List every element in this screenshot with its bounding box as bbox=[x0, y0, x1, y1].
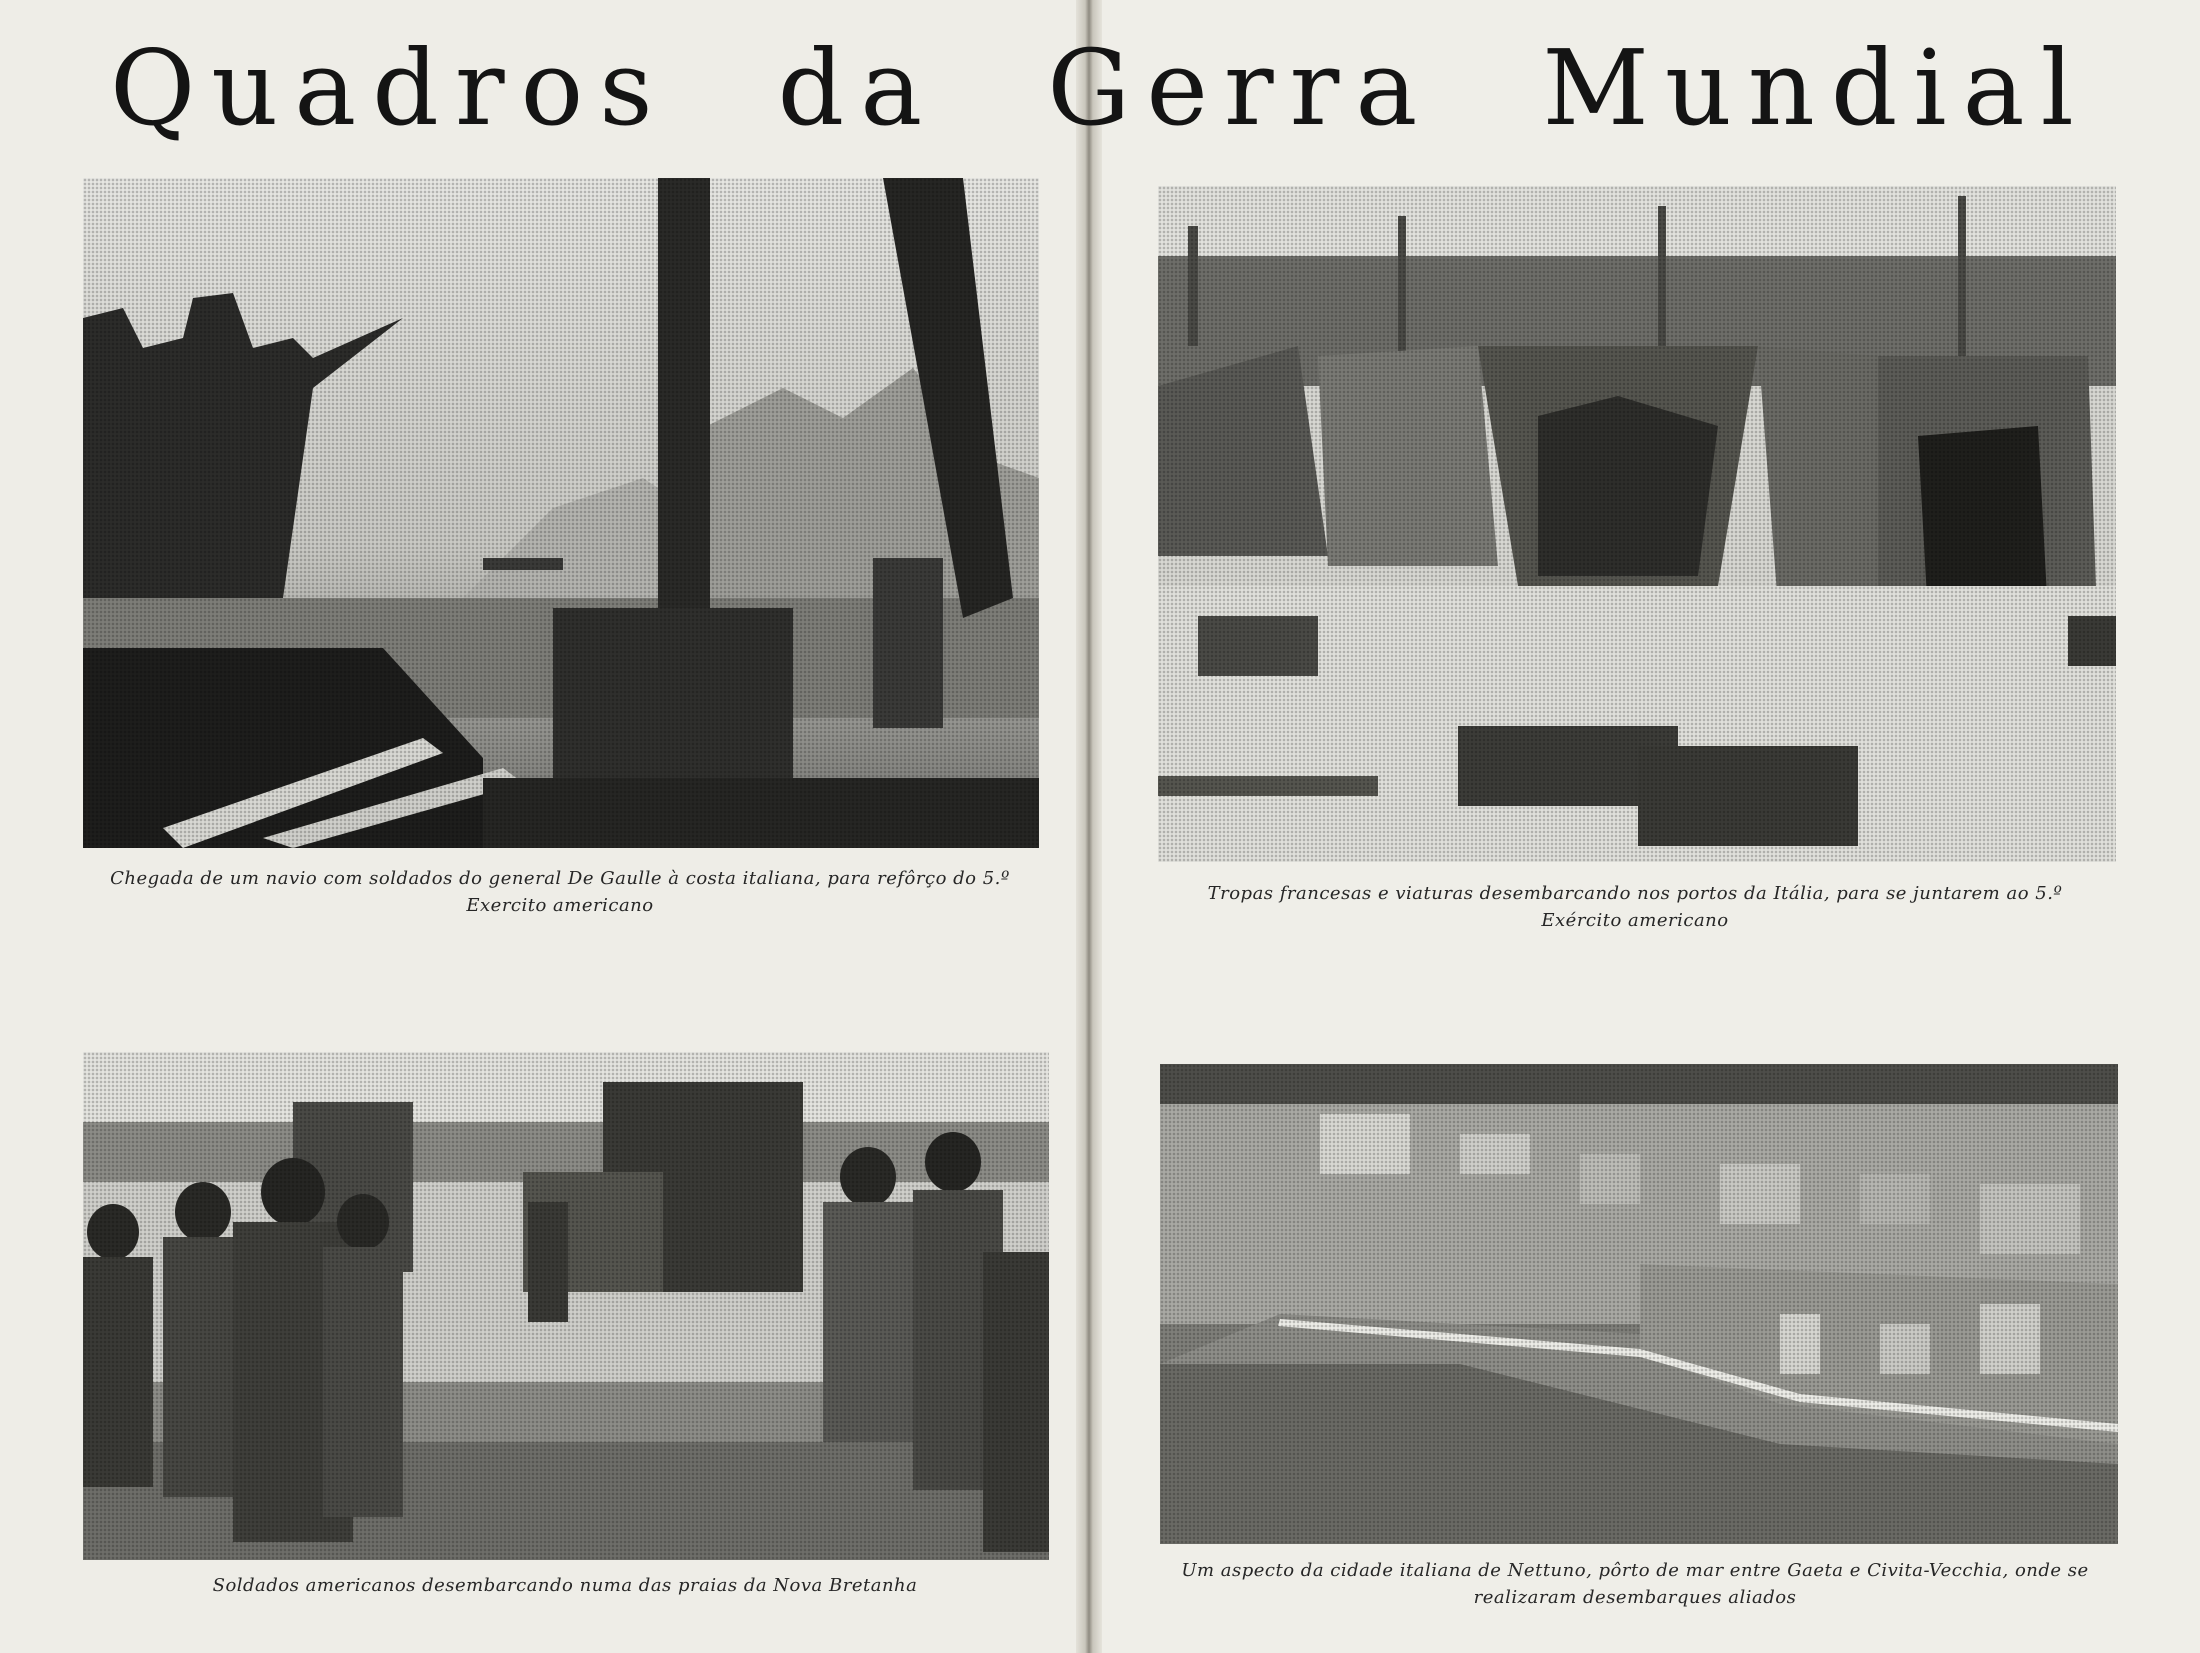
photo-ship-arrival bbox=[83, 178, 1039, 848]
city-scene-illustration bbox=[1160, 1064, 2118, 1544]
photo-caption: Soldados americanos desembarcando numa das praias da Nova Bretanha bbox=[212, 1575, 918, 1596]
ship-scene-illustration bbox=[83, 178, 1039, 848]
photo-caption: Tropas francesas e viaturas desembarcando nos portos da Itália, para se juntarem ao 5.º Exército americano bbox=[1207, 883, 2063, 931]
photo-caption: Um aspecto da cidade italiana de Nettuno, pôrto de mar entre Gaeta e Civita-Vecchia, onde se realizaram desembarques aliados bbox=[1181, 1560, 2089, 1608]
harbor-scene-illustration bbox=[1158, 186, 2116, 862]
photo-nettuno-city bbox=[1160, 1064, 2118, 1544]
photo-caption: Chegada de um navio com soldados do general De Gaulle à costa italiana, para refôrço do 5.º Exercito americano bbox=[110, 868, 1010, 916]
book-gutter bbox=[1076, 0, 1102, 1653]
photo-soldiers-beach bbox=[83, 1052, 1049, 1560]
photo-troops-disembarking bbox=[1158, 186, 2116, 862]
page-title: Quadros da Gerra Mundial bbox=[110, 27, 2090, 149]
beach-scene-illustration bbox=[83, 1052, 1049, 1560]
